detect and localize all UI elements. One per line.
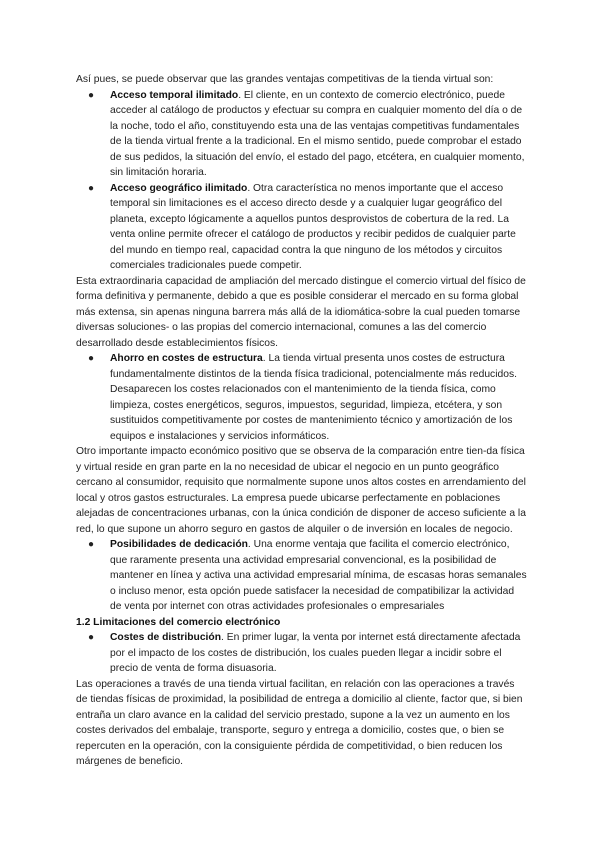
bullet-icon: ● <box>88 539 95 550</box>
list-item-term: Costes de distribución <box>110 632 221 643</box>
list-item-text: . Una enorme ventaja que facilita el comercio electrónico, que raramente presenta una actividad empresarial convencional, es la posibilidad de mantener en línea y activa una actividad empresarial mínima, de escasas horas semanales o incluso menor, esta opción puede satisfacer la necesidad de compatibilizar la actividad de venta por internet con otras actividades profesionales o empresariales <box>110 539 527 612</box>
list-item-text: . Otra característica no menos importante que el acceso temporal sin limitaciones es el acceso directo desde y a cualquier lugar geográfico del planeta, excepto lógicamente a aquellos puntos desprovistos de cobertura de la red. La venta online permite ofrecer el catálogo de productos y recibir pedidos de cualquier parte del mundo en tiempo real, capacidad contra la que ninguno de los métodos y circuitos comerciales tradicionales puede competir. <box>110 182 516 271</box>
list-item <box>88 630 528 677</box>
advantages-list-2 <box>76 351 528 444</box>
intro-paragraph: Así pues, se puede observar que las grandes ventajas competitivas de la tienda virtual son: <box>76 74 494 85</box>
list-item-text: . El cliente, en un contexto de comercio electrónico, puede acceder al catálogo de productos y efectuar su compra en cualquier momento del día o de la noche, todo el año, constituyendo esta una de las ventajas competitivas fundamentales de la tienda virtual frente a la tradicional. En el mismo sentido, puede comprobar el estado de sus pedidos, la situación del envío, el estado del pago, etcétera, en cualquier momento, sin limitación horaria. <box>110 89 525 178</box>
bullet-icon: ● <box>88 632 95 643</box>
list-item-term: Posibilidades de dedicación <box>110 539 248 550</box>
list-item <box>88 351 528 444</box>
section-heading: 1.2 Limitaciones del comercio electrónico <box>76 616 281 628</box>
advantages-list-3 <box>76 537 528 615</box>
list-item <box>88 88 528 181</box>
list-item <box>88 181 528 274</box>
bullet-icon: ● <box>88 353 95 364</box>
limitations-list <box>76 630 528 677</box>
list-item <box>88 537 528 615</box>
list-item-term: Acceso geográfico ilimitado <box>110 182 248 194</box>
list-item-text: . La tienda virtual presenta unos costes de estructura fundamentalmente distintos de la tienda física tradicional, potencialmente más reducidos. Desaparecen los costes relacionados con el mantenimiento de la tienda física, como limpieza, costes energéticos, seguros, impuestos, seguridad, limpieza, etcétera, y son sustituidos competitivamente por costes de mantenimiento técnico y amortización de los equipos e instalaciones y servicios informáticos. <box>110 353 517 442</box>
list-item-text: . En primer lugar, la venta por internet está directamente afectada por el impacto de los costes de distribución, los cuales pueden llegar a incidir sobre el precio de venta de forma disuasoria. <box>110 632 521 674</box>
body-paragraph: Otro importante impacto económico positivo que se observa de la comparación entre tien-da física y virtual reside en gran parte en la no necesidad de ubicar el negocio en un punto geográfico cercano al consumidor, requisito que normalmente supone unos altos costes en arrendamiento del local y otros gastos estructurales. La empresa puede ubicarse perfectamente en poblaciones alejadas de concentraciones urbanas, con la única condición de disponer de acceso suficiente a la red, lo que supone un ahorro seguro en gastos de alquiler o de inversión en locales de negocio. <box>76 446 526 535</box>
body-paragraph: Esta extraordinaria capacidad de ampliación del mercado distingue el comercio virtual del físico de forma definitiva y permanente, debido a que es posible considerar el mercado en su forma global más extensa, sin apenas ninguna barrera más allá de la idiomática-sobre la cual pueden tomarse diversas soluciones- o las propias del comercio internacional, comunes a las del comercio desarrollado desde establecimientos físicos. <box>76 275 526 349</box>
list-item-term: Ahorro en costes de estructura <box>110 353 263 364</box>
bullet-icon: ● <box>88 182 95 194</box>
advantages-list-1 <box>76 88 528 274</box>
body-paragraph: Las operaciones a través de una tienda virtual facilitan, en relación con las operaciones a través de tiendas físicas de proximidad, la posibilidad de entrega a domicilio al cliente, factor que, si bien entraña un claro avance en la calidad del servicio prestado, supone a la vez un aumento en los costes derivados del embalaje, transporte, seguro y entrega a domicilio, costes que, o bien se repercuten en la operación, con la consiguiente pérdida de competitividad, o bien reducen los márgenes de beneficio. <box>76 678 523 767</box>
list-item-term: Acceso temporal ilimitado <box>110 89 239 101</box>
bullet-icon: ● <box>88 89 95 101</box>
